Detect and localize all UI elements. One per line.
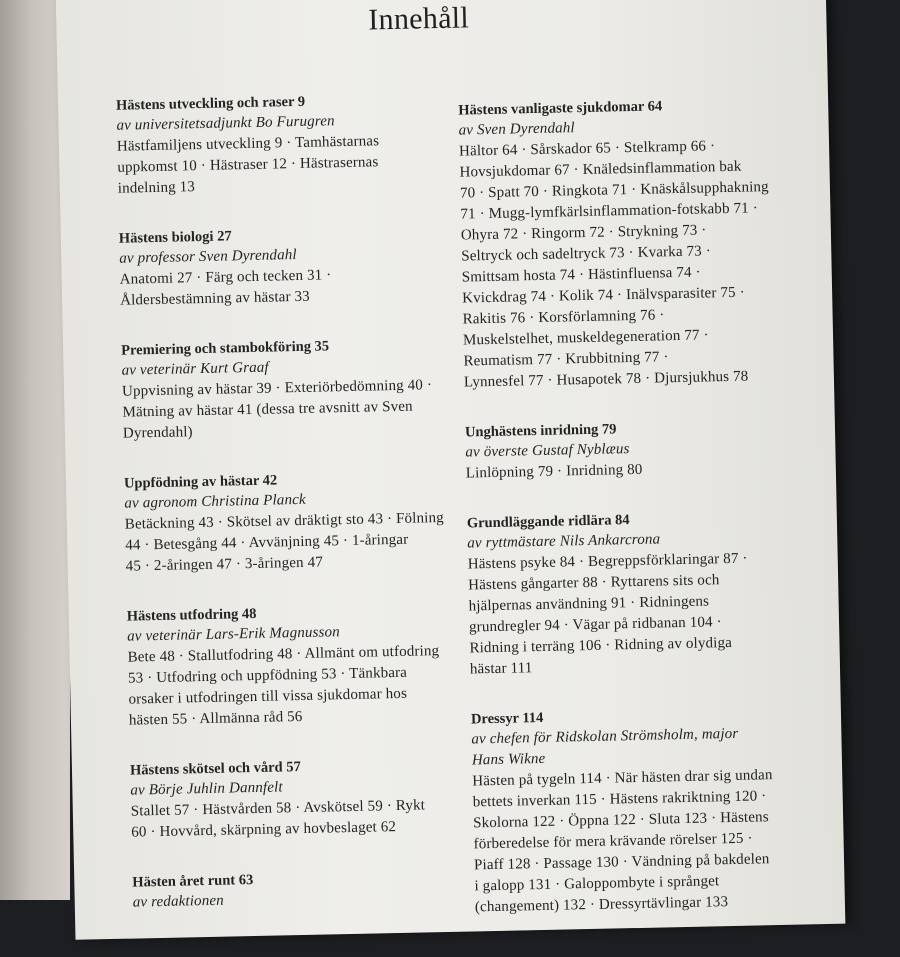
toc-entry (130, 754, 477, 843)
toc-entry-line: förberedelse för mera krävande rörelser 125 · (473, 830, 753, 853)
toc-entry-author: av redaktionen (132, 892, 225, 911)
toc-entry-heading: Hästens vanligaste sjukdomar 64 (458, 98, 663, 119)
toc-entry (124, 467, 471, 577)
toc-entry-line: Hästens psyke 84 · Begreppsförklaringar 87 · (467, 550, 748, 573)
toc-entry-line: Linlöpning 79 · Inridning 80 (465, 461, 643, 482)
toc-entry-heading: Hästens biologi 27 (118, 228, 232, 247)
toc-entry-line: Hovsjukdomar 67 · Knäledsinflammation bak (459, 158, 742, 181)
toc-entry-line: Seltryck och sadeltryck 73 · Kvarka 73 · (461, 243, 712, 265)
book-page (55, 0, 845, 940)
toc-entry-line: Lynnesfel 77 · Husapotek 78 · Djursjukhus 78 (463, 368, 749, 391)
toc-entry-author: av chefen för Ridskolan Strömsholm, major (471, 725, 739, 748)
toc-entry-line: 44 · Betesgång 44 · Avvänjning 45 · 1-åringar (125, 531, 409, 554)
toc-entry (465, 417, 796, 485)
toc-entry-heading: Premiering och stambokföring 35 (121, 338, 330, 359)
toc-entry (458, 95, 794, 394)
toc-entry-author: Hans Wikne (471, 750, 546, 769)
toc-entry-author: av ryttmästare Nils Ankarcrona (467, 531, 661, 552)
toc-entry-line: Kvickdrag 74 · Kolik 74 · Inälvsparasiter 75 · (462, 284, 745, 307)
toc-entry (116, 90, 463, 200)
toc-entry-line: Smittsam hosta 74 · Hästinfluensa 74 · (461, 264, 701, 286)
toc-entry-line: Bete 48 · Stallutfodring 48 · Allmänt om utfodring (127, 643, 440, 666)
toc-entry-line: i galopp 131 · Galoppombyte i språnget (474, 873, 720, 895)
toc-entry-author: av agronom Christina Planck (124, 491, 306, 512)
toc-entry-author: av Börje Juhlin Dannfelt (130, 779, 283, 799)
toc-entry-line: Hästens gångarter 88 · Ryttarens sits och (468, 572, 720, 594)
toc-entry-line: 53 · Utfodring och uppfödning 53 · Tänkbara (127, 664, 408, 687)
toc-entry (121, 334, 468, 444)
toc-entry (127, 600, 475, 731)
toc-entry-line: (changement) 132 · Dressyrtävlingar 133 (474, 894, 729, 916)
toc-entry-author: av Sven Dyrendahl (458, 120, 575, 139)
toc-entry-line: uppkomst 10 · Hästraser 12 · Hästrasernas (117, 154, 379, 176)
toc-entry-line: hjälpernas användning 91 · Ridningens (468, 593, 710, 615)
toc-entry-line: Betäckning 43 · Skötsel av dräktigt sto 43 · Fölning (124, 509, 444, 533)
toc-entry-heading: Uppfödning av hästar 42 (123, 472, 278, 492)
toc-entry-author: av professor Sven Dyrendahl (119, 247, 297, 267)
toc-entry-line: orsaker i utfodringen till vissa sjukdomar hos (128, 685, 408, 708)
toc-entry-author: av veterinär Lars-Erik Magnusson (127, 624, 341, 645)
toc-entry-line: 71 · Mugg-lymfkärlsinflammation-fotskabb 71 · (460, 200, 759, 223)
toc-entry (119, 223, 466, 312)
page-title: Innehåll (367, 1, 470, 37)
toc-entry-author: av veterinär Kurt Graaf (121, 359, 269, 379)
toc-entry-heading: Hästens utveckling och raser 9 (115, 93, 306, 114)
toc-entry-line: Dyrendahl) (122, 424, 193, 442)
toc-entry-line: bettets inverkan 115 · Hästens rakriktning 120 · (472, 788, 767, 811)
toc-entry-line: hästen 55 · Allmänna råd 56 (128, 708, 303, 729)
toc-entry-heading: Hästen året runt 63 (132, 872, 254, 891)
toc-left-column (116, 90, 479, 944)
toc-entry-heading: Hästens utfodring 48 (126, 605, 257, 625)
toc-entry-line: Hästfamiljens utveckling 9 · Tamhästarnas (116, 133, 380, 155)
toc-entry-line: Ridning i terräng 106 · Ridning av olydiga (469, 634, 733, 657)
toc-entry-line: hästar 111 (469, 660, 533, 678)
toc-entry-line: Piaff 128 · Passage 130 · Vändning på bakdelen (473, 851, 770, 874)
toc-entry-line: 60 · Hovvård, skärpning av hovbeslaget 62 (131, 819, 397, 841)
toc-entry (132, 866, 478, 913)
toc-entry-heading: Unghästens inridning 79 (464, 421, 617, 441)
toc-entry-heading: Grundläggande ridlära 84 (466, 512, 630, 532)
toc-entry-line: Rakitis 76 · Korsförlamning 76 · (462, 307, 665, 328)
toc-entry-line: Uppvisning av hästar 39 · Exteriörbedömning 40 · (121, 377, 433, 400)
toc-entry-line: Hästen på tygeln 114 · När hästen drar sig undan (472, 767, 773, 790)
toc-entry-line: Reumatism 77 · Krubbitning 77 · (463, 349, 669, 370)
toc-entry-line: indelning 13 (117, 179, 196, 197)
toc-entry-heading: Dressyr 114 (470, 709, 544, 728)
toc-entry-line: grundregler 94 · Vägar på ridbanan 104 · (468, 614, 722, 636)
toc-entry-line: 45 · 2-åringen 47 · 3-åringen 47 (125, 554, 324, 575)
toc-entry-line: Anatomi 27 · Färg och tecken 31 · (119, 267, 332, 288)
toc-entry-line: Hältor 64 · Sårskador 65 · Stelkramp 66 · (458, 138, 716, 160)
toc-entry-line: Muskelstelhet, muskeldegeneration 77 · (462, 327, 709, 349)
toc-entry (467, 508, 800, 681)
toc-entry-line: Stallet 57 · Hästvården 58 · Avskötsel 59 · Rykt (130, 797, 426, 820)
toc-entry-line: 70 · Spatt 70 · Ringkota 71 · Knäskålsupphakning (459, 179, 769, 202)
toc-entry-line: Ohyra 72 · Ringorm 72 · Strykning 73 · (460, 222, 707, 244)
toc-entry (471, 704, 805, 919)
toc-entry-line: Mätning av hästar 41 (dessa tre avsnitt av Sven (122, 398, 413, 421)
toc-entry-author: av överste Gustaf Nyblæus (465, 441, 630, 461)
toc-entry-line: Skolorna 122 · Öppna 122 · Sluta 123 · Hästens (473, 809, 769, 832)
toc-right-column (458, 95, 806, 949)
toc-entry-line: Åldersbestämning av hästar 33 (119, 288, 310, 309)
toc-entry-author: av universitetsadjunkt Bo Furugren (116, 113, 335, 134)
toc-entry-heading: Hästens skötsel och vård 57 (129, 759, 301, 779)
